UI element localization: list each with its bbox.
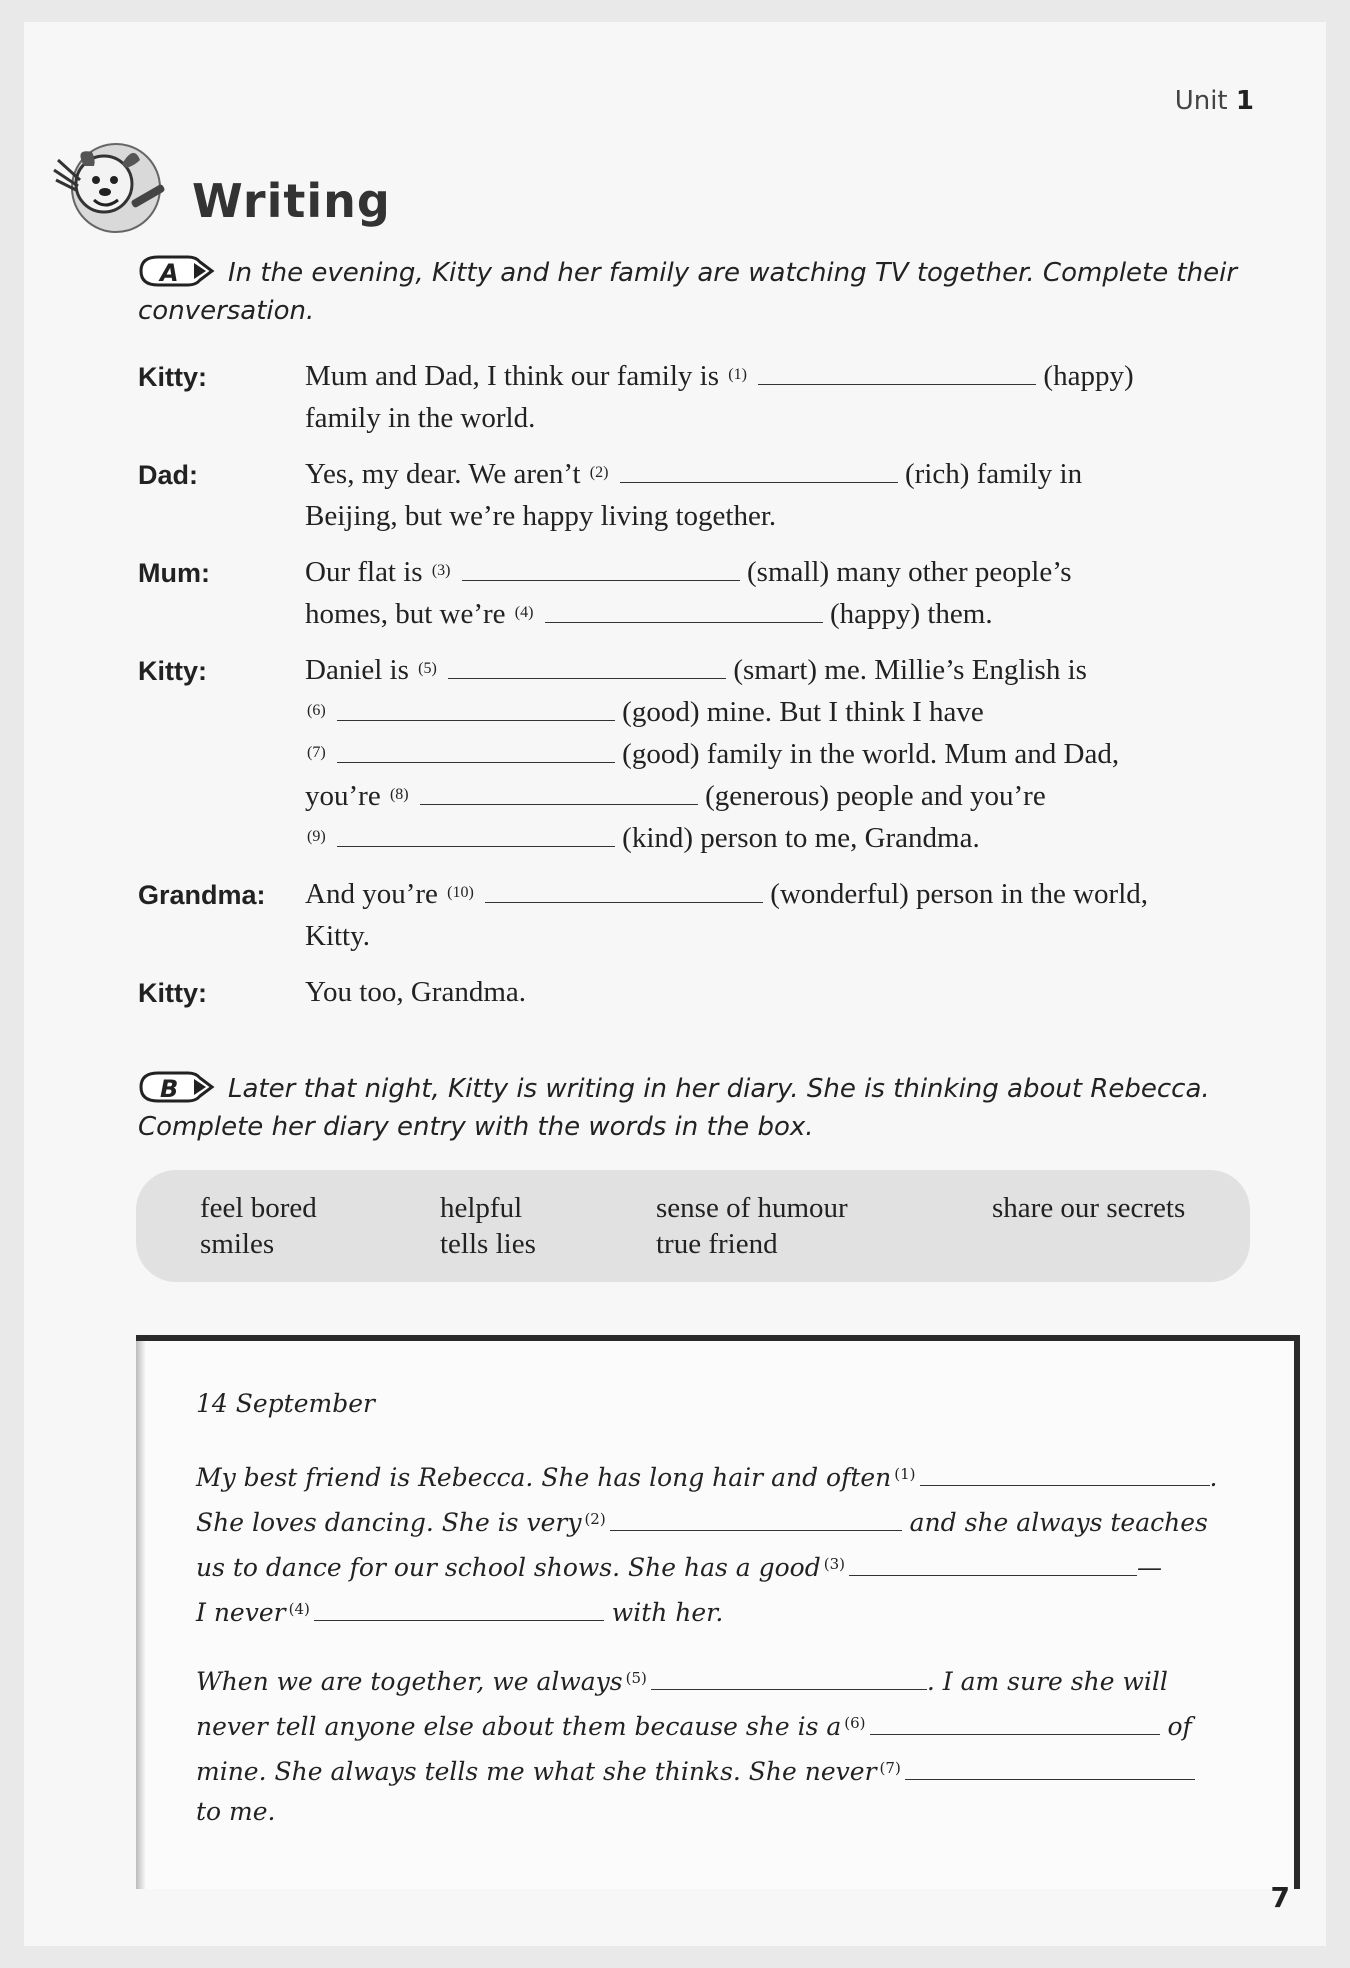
instruction-b — [138, 1070, 1248, 1146]
line-text: (rich) family in — [904, 458, 1083, 490]
line-text: (smart) me. Millie’s English is — [733, 654, 1087, 686]
instruction-a-line1: In the evening, Kitty and her family are watching TV together. Complete their — [228, 258, 1238, 288]
badge-a-icon — [138, 254, 218, 288]
answer-blank[interactable] — [314, 1618, 604, 1621]
unit-word: Unit — [1174, 86, 1228, 116]
diary-date: 14 September — [196, 1389, 375, 1418]
instruction-b-line2: Complete her diary entry with the words in the box. — [138, 1112, 814, 1142]
dialogue-line — [305, 780, 1046, 813]
line-text: . I am sure she will — [926, 1667, 1168, 1696]
word-option: true friend — [656, 1228, 778, 1260]
speaker: Kitty: — [138, 978, 207, 1008]
answer-blank[interactable] — [651, 1687, 927, 1690]
dialogue-line — [305, 402, 535, 435]
line-text: When we are together, we always — [196, 1667, 623, 1696]
speaker: Grandma: — [138, 880, 266, 910]
dialogue-line — [305, 598, 993, 631]
blank-number: (7) — [307, 744, 326, 761]
blank-number: (6) — [307, 702, 326, 719]
blank-number: (1) — [728, 366, 747, 383]
dialogue-line — [305, 556, 1072, 589]
section-title: Writing — [192, 174, 391, 228]
line-text: My best friend is Rebecca. She has long hair and often — [196, 1463, 892, 1492]
line-text: and she always teaches — [909, 1508, 1208, 1537]
line-text: family in the world. — [305, 402, 536, 434]
word-option: tells lies — [440, 1228, 536, 1260]
line-text: Mum and Dad, I think our family is — [305, 360, 720, 392]
line-text: (happy) — [1043, 360, 1134, 392]
blank-number: (3) — [823, 1555, 845, 1573]
blank-number: (9) — [307, 828, 326, 845]
dialogue-line — [305, 654, 1087, 687]
line-text: (good) family in the world. Mum and Dad, — [622, 738, 1120, 770]
answer-blank[interactable] — [870, 1732, 1160, 1735]
dialogue-line — [305, 920, 370, 953]
word-box — [136, 1170, 1250, 1282]
instruction-b-line1: Later that night, Kitty is writing in her diary. She is thinking about Rebecca. — [228, 1074, 1210, 1104]
line-text: And you’re — [305, 878, 438, 910]
unit-number: 1 — [1235, 86, 1254, 116]
blank-number: (5) — [625, 1669, 647, 1687]
answer-blank[interactable] — [620, 480, 898, 483]
dialogue-line — [305, 878, 1148, 911]
blank-number: (1) — [894, 1465, 916, 1483]
line-text: homes, but we’re — [305, 598, 506, 630]
answer-blank[interactable] — [448, 676, 726, 679]
diary-edge — [136, 1341, 146, 1889]
line-text: Yes, my dear. We aren’t — [305, 458, 581, 490]
blank-number: (3) — [431, 562, 451, 579]
blank-number: (4) — [288, 1600, 310, 1618]
answer-blank[interactable] — [485, 900, 763, 903]
line-text: (small) many other people’s — [747, 556, 1072, 588]
line-text: She loves dancing. She is very — [196, 1508, 582, 1537]
blank-number: (8) — [389, 786, 409, 803]
diary-entry — [136, 1335, 1300, 1889]
blank-number: (2) — [584, 1510, 606, 1528]
dialogue-line — [305, 696, 984, 729]
word-option: sense of humour — [656, 1192, 848, 1224]
page-number: 7 — [1270, 1881, 1290, 1914]
speaker: Dad: — [138, 460, 198, 490]
line-text: Daniel is — [305, 654, 409, 686]
answer-blank[interactable] — [920, 1483, 1210, 1486]
instruction-a — [138, 254, 1248, 330]
line-text: you’re — [305, 780, 381, 812]
line-text: to me. — [196, 1797, 276, 1826]
speaker: Mum: — [138, 558, 210, 588]
word-option: helpful — [440, 1192, 523, 1224]
line-text: of — [1167, 1712, 1192, 1741]
dialogue-line — [305, 360, 1134, 393]
dialogue-line — [305, 976, 526, 1009]
diary-line — [196, 1598, 723, 1627]
blank-number: (10) — [447, 884, 474, 901]
word-option: smiles — [200, 1228, 275, 1260]
answer-blank[interactable] — [337, 718, 615, 721]
diary-line — [196, 1667, 1168, 1696]
answer-blank[interactable] — [905, 1777, 1195, 1780]
line-text: (happy) them. — [829, 598, 993, 630]
blank-number: (4) — [514, 604, 534, 621]
blank-number: (5) — [418, 660, 437, 677]
answer-blank[interactable] — [337, 844, 615, 847]
line-text: (kind) person to me, Grandma. — [622, 822, 980, 854]
line-text: Beijing, but we’re happy living together. — [305, 500, 777, 532]
speaker: Kitty: — [138, 362, 207, 392]
line-text: . — [1209, 1463, 1218, 1492]
instruction-a-line2: conversation. — [138, 296, 315, 326]
diary-line — [196, 1797, 276, 1826]
badge-a-letter: A — [160, 258, 179, 287]
line-text: Kitty. — [305, 920, 370, 952]
diary-line — [196, 1553, 1162, 1582]
badge-b-icon — [138, 1070, 218, 1104]
answer-blank[interactable] — [758, 382, 1036, 385]
badge-b-letter: B — [160, 1074, 179, 1103]
line-text: — — [1136, 1553, 1162, 1582]
answer-blank[interactable] — [545, 620, 823, 623]
diary-line — [196, 1463, 1217, 1492]
line-text: I never — [196, 1598, 286, 1627]
line-text: Our flat is — [305, 556, 423, 588]
blank-number: (6) — [844, 1714, 866, 1732]
blank-number: (2) — [589, 464, 609, 481]
dialogue-line — [305, 458, 1082, 491]
dog-mascot-icon — [44, 130, 184, 240]
answer-blank[interactable] — [420, 802, 698, 805]
line-text: (generous) people and you’re — [705, 780, 1046, 812]
diary-line — [196, 1757, 1195, 1786]
line-text: with her. — [611, 1598, 724, 1627]
line-text: mine. She always tells me what she thinks. She never — [196, 1757, 877, 1786]
line-text: never tell anyone else about them because she is a — [196, 1712, 842, 1741]
word-option: feel bored — [200, 1192, 317, 1224]
dialogue-line — [305, 738, 1119, 771]
answer-blank[interactable] — [610, 1528, 902, 1531]
unit-label — [1175, 86, 1254, 116]
line-text: (wonderful) person in the world, — [770, 878, 1149, 910]
word-option: share our secrets — [992, 1192, 1186, 1224]
diary-line — [196, 1508, 1208, 1537]
answer-blank[interactable] — [337, 760, 615, 763]
answer-blank[interactable] — [462, 578, 740, 581]
dialogue-line — [305, 500, 776, 533]
answer-blank[interactable] — [849, 1573, 1137, 1576]
line-text: us to dance for our school shows. She has a good — [196, 1553, 821, 1582]
diary-line — [196, 1712, 1192, 1741]
blank-number: (7) — [879, 1759, 901, 1777]
line-text: You too, Grandma. — [305, 976, 526, 1008]
dialogue-line — [305, 822, 980, 855]
line-text: (good) mine. But I think I have — [622, 696, 984, 728]
speaker: Kitty: — [138, 656, 207, 686]
workbook-page — [24, 22, 1326, 1946]
